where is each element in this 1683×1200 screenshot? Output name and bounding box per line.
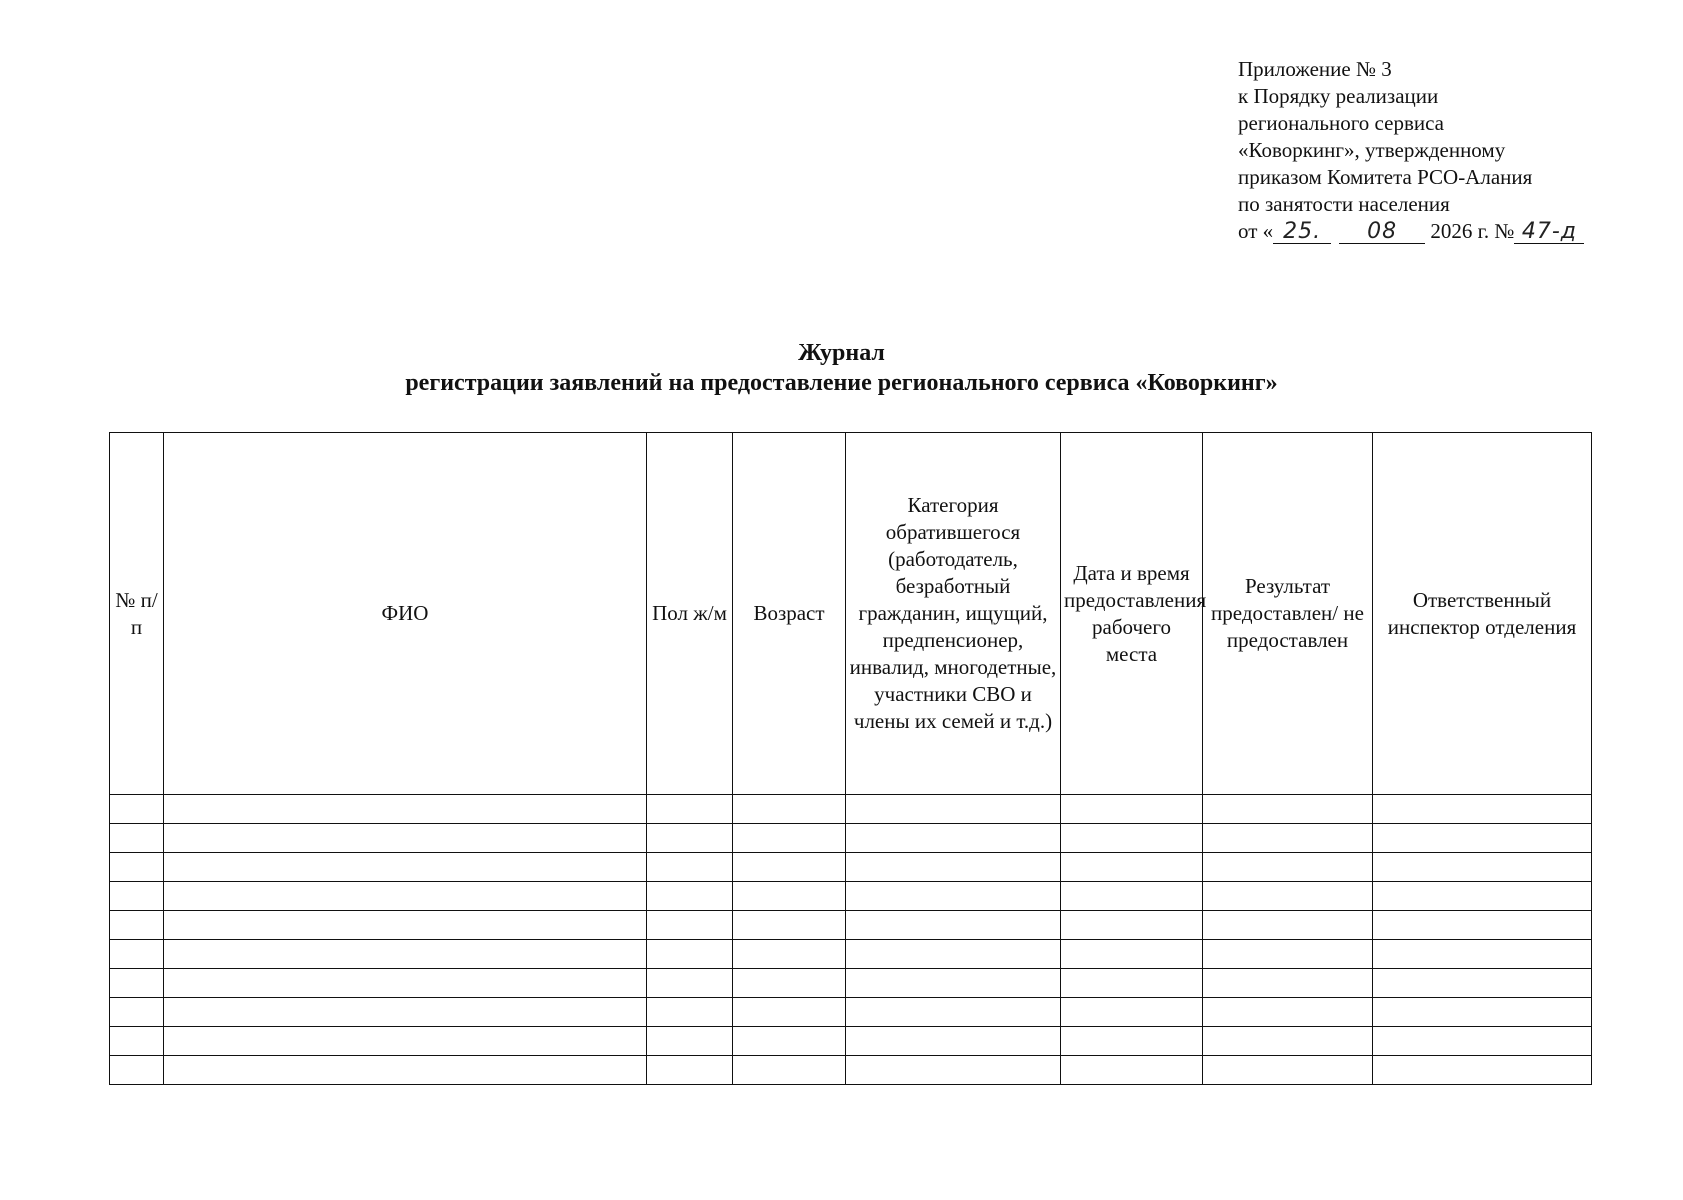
table-cell [647, 853, 733, 882]
table-row [110, 824, 1592, 853]
table-cell [110, 911, 164, 940]
table-row [110, 1056, 1592, 1085]
table-cell [164, 882, 647, 911]
header-age: Возраст [733, 433, 846, 795]
table-cell [1203, 1056, 1373, 1085]
table-cell [846, 882, 1061, 911]
table-cell [733, 853, 846, 882]
table-cell [1203, 998, 1373, 1027]
table-cell [733, 824, 846, 853]
table-row [110, 998, 1592, 1027]
table-cell [647, 795, 733, 824]
table-cell [733, 969, 846, 998]
table-cell [1373, 998, 1592, 1027]
registration-journal-table [109, 432, 1592, 1085]
table-cell [164, 940, 647, 969]
date-year: 2026 г. № [1430, 219, 1515, 243]
table-cell [1373, 911, 1592, 940]
table-cell [110, 853, 164, 882]
table-cell [846, 911, 1061, 940]
annex-line: к Порядку реализации [1238, 84, 1439, 108]
table-cell [164, 1056, 647, 1085]
table-cell [846, 795, 1061, 824]
table-cell [647, 882, 733, 911]
header-datetime: Дата и время предоставления рабочего места [1061, 433, 1203, 795]
table-body [110, 795, 1592, 1085]
table-row [110, 1027, 1592, 1056]
table-cell [1373, 795, 1592, 824]
table-cell [733, 1056, 846, 1085]
table-cell [1203, 911, 1373, 940]
table-cell [846, 998, 1061, 1027]
table-cell [1203, 795, 1373, 824]
table-cell [1203, 824, 1373, 853]
table-cell [1061, 998, 1203, 1027]
annex-line: «Коворкинг», утвержденному [1238, 138, 1506, 162]
table-cell [1061, 940, 1203, 969]
table-cell [846, 940, 1061, 969]
table-cell [164, 998, 647, 1027]
table-cell [1203, 853, 1373, 882]
table-row [110, 911, 1592, 940]
table-row [110, 882, 1592, 911]
table-cell [110, 795, 164, 824]
table-cell [1373, 1027, 1592, 1056]
table-cell [647, 969, 733, 998]
table-cell [1373, 940, 1592, 969]
title-subtitle: регистрации заявлений на предоставление регионального сервиса «Коворкинг» [405, 370, 1278, 396]
table-cell [164, 1027, 647, 1056]
table-cell [647, 1027, 733, 1056]
annex-date-line [1238, 218, 1638, 245]
table-cell [1061, 911, 1203, 940]
table-cell [164, 969, 647, 998]
header-sex: Пол ж/м [647, 433, 733, 795]
table-cell [1061, 1056, 1203, 1085]
table-cell [110, 1027, 164, 1056]
table-cell [1203, 882, 1373, 911]
table-cell [110, 824, 164, 853]
table-cell [1061, 853, 1203, 882]
table-cell [1373, 969, 1592, 998]
table-cell [647, 911, 733, 940]
document-title [0, 338, 1683, 398]
table-cell [1061, 1027, 1203, 1056]
table-cell [846, 824, 1061, 853]
table-cell [1373, 824, 1592, 853]
table-cell [846, 1056, 1061, 1085]
table-cell [1061, 795, 1203, 824]
table-cell [164, 795, 647, 824]
annex-block [1238, 56, 1638, 245]
header-inspector: Ответственный инспектор отделения [1373, 433, 1592, 795]
table-cell [733, 1027, 846, 1056]
table-cell [110, 940, 164, 969]
annex-line: приказом Комитета РСО-Алания [1238, 165, 1533, 189]
annex-title: Приложение № 3 [1238, 57, 1392, 81]
table-cell [1203, 940, 1373, 969]
table-cell [1203, 969, 1373, 998]
header-full-name: ФИО [164, 433, 647, 795]
table-cell [1061, 824, 1203, 853]
table-row [110, 940, 1592, 969]
table-cell [733, 882, 846, 911]
table-row [110, 795, 1592, 824]
header-result: Результат предоставлен/ не предоставлен [1203, 433, 1373, 795]
table-cell [647, 824, 733, 853]
handwritten-order-number: 47-д [1514, 221, 1584, 244]
header-category: Категория обратившегося (работодатель, безработный гражданин, ищущий, предпенсионер, инвалид, многодетные, участники СВО и члены их семей и т.д.) [846, 433, 1061, 795]
table-cell [110, 1056, 164, 1085]
table-cell [164, 853, 647, 882]
table-cell [110, 998, 164, 1027]
table-cell [1203, 1027, 1373, 1056]
table-cell [647, 940, 733, 969]
header-number: № п/п [110, 433, 164, 795]
table-cell [1373, 882, 1592, 911]
table-cell [846, 853, 1061, 882]
table-cell [1061, 882, 1203, 911]
date-prefix: от « [1238, 219, 1274, 243]
table-cell [1061, 969, 1203, 998]
table-cell [733, 998, 846, 1027]
table-header-row [110, 433, 1592, 795]
handwritten-month: 08 [1339, 221, 1425, 244]
table-cell [846, 969, 1061, 998]
table-cell [647, 998, 733, 1027]
table-cell [110, 969, 164, 998]
table-cell [1373, 853, 1592, 882]
table-cell [846, 1027, 1061, 1056]
table-cell [733, 940, 846, 969]
title-main: Журнал [798, 340, 885, 366]
table-row [110, 969, 1592, 998]
table-cell [110, 882, 164, 911]
table-cell [1373, 1056, 1592, 1085]
handwritten-day: 25. [1273, 221, 1331, 244]
annex-line: регионального сервиса [1238, 111, 1445, 135]
table-row [110, 853, 1592, 882]
table-cell [647, 1056, 733, 1085]
table-cell [164, 911, 647, 940]
table-cell [733, 795, 846, 824]
table-cell [164, 824, 647, 853]
table-cell [733, 911, 846, 940]
annex-line: по занятости населения [1238, 192, 1450, 216]
